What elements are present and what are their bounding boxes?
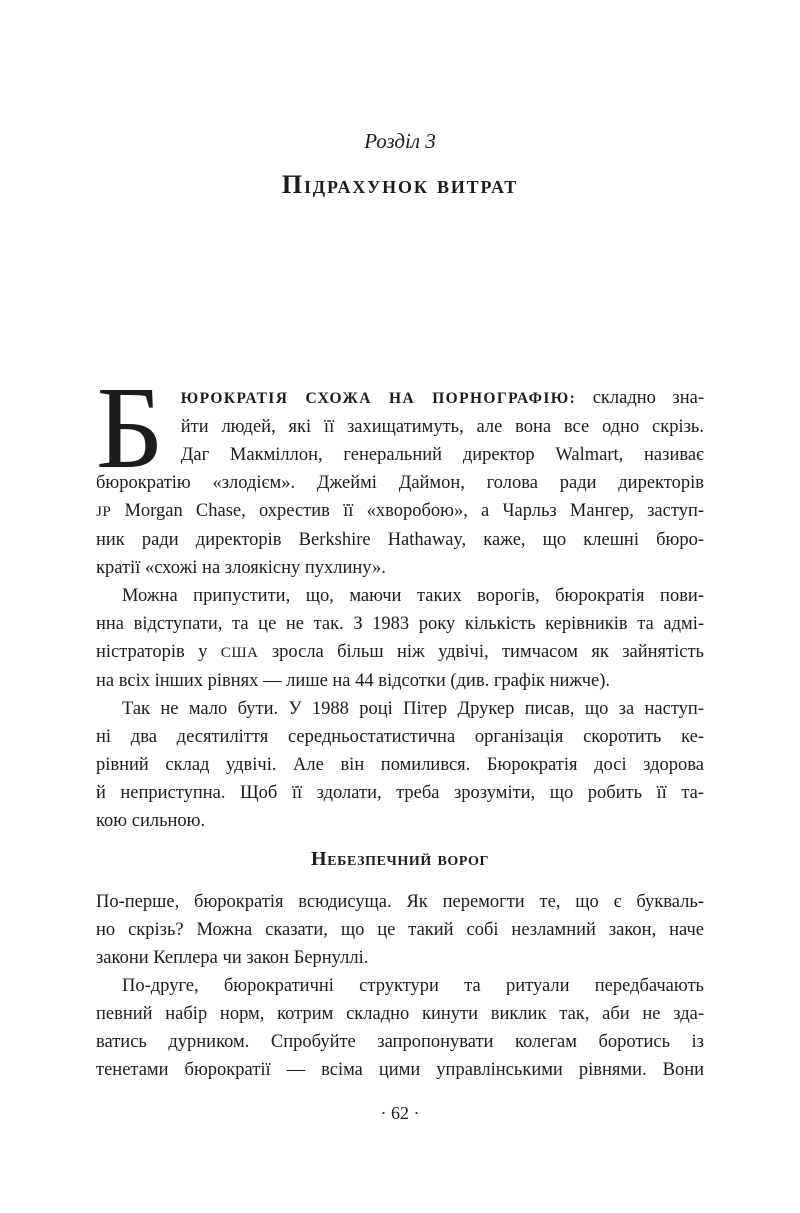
text-run: певний набір норм, котрим складно кинути виклик так, аби не зда- [96, 1004, 704, 1024]
text-run: но скрізь? Можна сказати, що це такий собі незламний закон, наче [96, 920, 704, 940]
text-line [96, 526, 704, 554]
text-line [96, 1056, 704, 1084]
text-run: По-перше, бюрократія всюдисуща. Як перемогти те, що є букваль- [96, 892, 704, 912]
page-title: Підрахунок витрат [281, 170, 519, 199]
text-line [96, 695, 704, 723]
subheading: Небезпечний ворог [311, 848, 489, 870]
text-line [96, 1028, 704, 1056]
text-run: ні два десятиліття середньостатистична організація скоротить ке- [96, 727, 704, 747]
text-run-lead-caps: ЮРОКРАТІЯ СХОЖА НА ПОРНОГРАФІЮ: [180, 390, 577, 407]
text-run: Morgan Chase, охрестив її «хворобою», а Чарльз Мангер, заступ- [111, 501, 704, 521]
text-run: йти людей, які її захищатимуть, але вона все одно скрізь. [180, 417, 704, 437]
paragraph [96, 362, 704, 582]
text-line [96, 413, 704, 441]
text-run-sc: США [220, 644, 259, 661]
paragraph [96, 695, 704, 835]
text-run: на всіх інших рівнях — лише на 44 відсотки (див. графік нижче). [96, 671, 611, 691]
text-line [96, 888, 704, 916]
section-one [96, 362, 704, 835]
text-run: бюрократію «злодієм». Джеймі Даймон, голова ради директорів [96, 473, 704, 493]
text-run: По-друге, бюрократичні структури та ритуали передбачають [122, 976, 704, 996]
text-line [96, 972, 704, 1000]
text-line [96, 469, 704, 497]
text-line [96, 807, 704, 835]
text-line [96, 723, 704, 751]
text-line [96, 916, 704, 944]
text-run: й неприступна. Щоб її здолати, треба зрозуміти, що робить її та- [96, 783, 704, 803]
text-run: ністраторів у [96, 642, 221, 662]
text-run: кратії «схожі на злоякісну пухлину». [96, 558, 386, 578]
text-run: ник ради директорів Berkshire Hathaway, каже, що клешні бюро- [96, 530, 704, 550]
section-two [96, 888, 704, 1084]
text-line [96, 751, 704, 779]
paragraph [96, 888, 704, 972]
text-line [96, 554, 704, 582]
text-line [96, 1000, 704, 1028]
text-line [96, 497, 704, 526]
text-run: рівний склад удвічі. Але він помилився. Бюрократія досі здорова [96, 755, 704, 775]
text-line [96, 667, 704, 695]
text-run: Так не мало бути. У 1988 році Пітер Друкер писав, що за наступ- [122, 699, 704, 719]
text-line [96, 441, 704, 469]
text-line [96, 384, 704, 413]
text-run-sc: JP [96, 503, 112, 520]
text-run: Можна припустити, що, маючи таких ворогів, бюрократія пови- [122, 586, 704, 606]
drop-cap: Б [96, 362, 164, 493]
text-run: складно зна- [576, 388, 704, 408]
chapter-label: Розділ 3 [364, 129, 436, 153]
text-line [96, 610, 704, 638]
text-run: кою сильною. [96, 811, 206, 831]
text-line [96, 944, 704, 972]
text-run: зросла більш ніж удвічі, тимчасом як зайнятість [258, 642, 704, 662]
paragraph [96, 972, 704, 1084]
text-run: тенетами бюрократії — всіма цими управлінськими рівнями. Вони [96, 1060, 704, 1080]
text-run: нна відступати, та це не так. З 1983 року кількість керівників та адмі- [96, 614, 704, 634]
text-run: закони Кеплера чи закон Бернуллі. [96, 948, 369, 968]
text-line [96, 779, 704, 807]
text-run: ватись дурником. Спробуйте запропонувати колегам боротись із [96, 1032, 704, 1052]
text-run: Даг Макміллон, генеральний директор Walmart, називає [180, 445, 704, 465]
body-text [96, 362, 704, 1084]
page-number: · 62 · [380, 1103, 420, 1123]
paragraph [96, 582, 704, 695]
text-line [96, 582, 704, 610]
text-line [96, 638, 704, 667]
